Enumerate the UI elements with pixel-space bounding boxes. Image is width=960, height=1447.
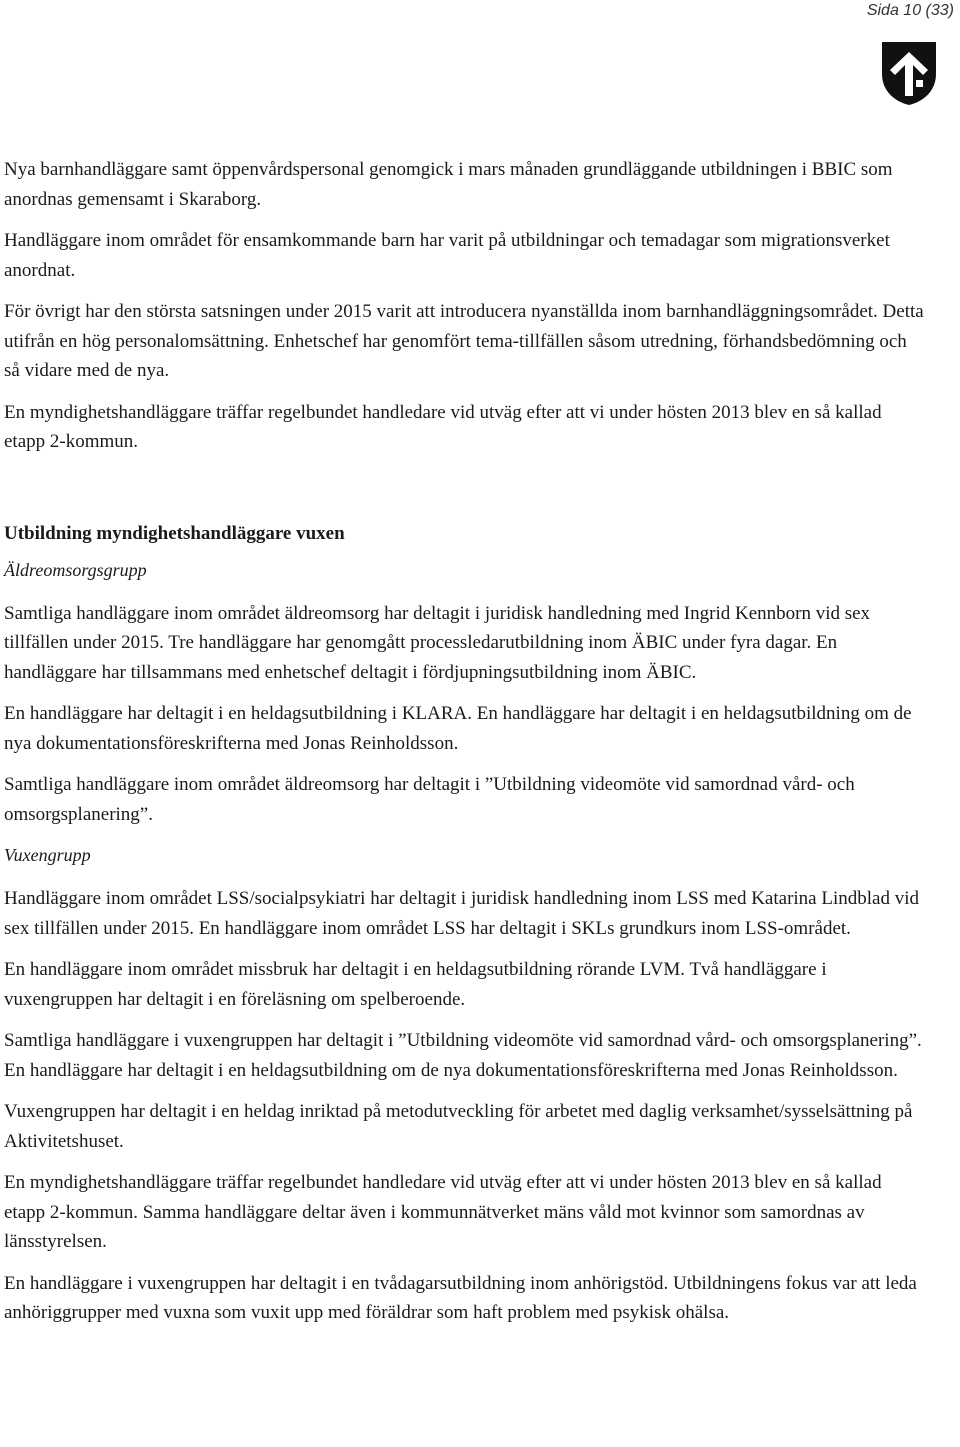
subsection-heading-adult: Vuxengrupp: [4, 845, 91, 865]
adult-paragraph: Samtliga handläggare i vuxengruppen har deltagit i ”Utbildning videomöte vid samordnad vård- och omsorgsplanering”. En handläggare har deltagit i en heldagsutbildning om de nya dokumentationsföreskrifterna med Jonas Reinholdsson.: [4, 1030, 922, 1081]
subsection-heading-elder: Äldreomsorgsgrupp: [4, 559, 147, 580]
intro-paragraph: För övrigt har den största satsningen under 2015 varit att introducera nyanställda inom barnhandläggningsområdet. Detta utifrån en hög personalomsättning. Enhetschef har genomfört tema-tillfällen såsom utredning, förhandsbedömning och så vidare med de nya.: [4, 301, 924, 381]
intro-paragraph: En myndighetshandläggare träffar regelbundet handledare vid utväg efter att vi under hösten 2013 blev en så kallad etapp 2-kommun.: [4, 401, 882, 452]
adult-paragraph: Vuxengruppen har deltagit i en heldag inriktad på metodutveckling för arbetet med daglig verksamhet/sysselsättning på Aktivitetshuset.: [4, 1101, 913, 1152]
adult-paragraph: En handläggare i vuxengruppen har deltagit i en tvådagarsutbildning inom anhörigstöd. Utbildningens fokus var att leda anhöriggrupper med vuxna som vuxit upp med föräldrar som haft problem med psykisk ohälsa.: [4, 1272, 917, 1323]
document-body: [4, 155, 924, 1340]
page-number: Sida 10 (33): [866, 2, 954, 19]
intro-paragraph: Nya barnhandläggare samt öppenvårdspersonal genomgick i mars månaden grundläggande utbildningen i BBIC som anordnas gemensamt i Skaraborg.: [4, 159, 893, 210]
elder-paragraph: En handläggare har deltagit i en heldagsutbildning i KLARA. En handläggare har deltagit i en heldagsutbildning om de nya dokumentationsföreskrifterna med Jonas Reinholdsson.: [4, 703, 912, 754]
elder-paragraph: Samtliga handläggare inom området äldreomsorg har deltagit i juridisk handledning med Ingrid Kennborn vid sex tillfällen under 2015. Tre handläggare har genomgått processledarutbildning inom ÄBIC under fyra dagar. En handläggare har tillsammans med enhetschef deltagit i fördjupningsutbildning inom ÄBIC.: [4, 602, 871, 683]
adult-paragraph: Handläggare inom området LSS/socialpsykiatri har deltagit i juridisk handledning inom LSS med Katarina Lindblad vid sex tillfällen under 2015. En handläggare inom området LSS har deltagit i SKLs grundkurs inom LSS-området.: [4, 888, 919, 939]
municipal-shield-icon: [880, 40, 938, 106]
elder-paragraph: Samtliga handläggare inom området äldreomsorg har deltagit i ”Utbildning videomöte vid samordnad vård- och omsorgsplanering”.: [4, 774, 855, 825]
section-title: Utbildning myndighetshandläggare vuxen: [4, 522, 345, 544]
adult-paragraph: En handläggare inom området missbruk har deltagit i en heldagsutbildning rörande LVM. Två handläggare i vuxengruppen har deltagit i en föreläsning om spelberoende.: [4, 959, 827, 1010]
section-spacer: [4, 469, 924, 519]
adult-paragraph: En myndighetshandläggare träffar regelbundet handledare vid utväg efter att vi under hösten 2013 blev en så kallad etapp 2-kommun. Samma handläggare deltar även i kommunnätverket mäns våld mot kvinnor som samordnas av länsstyrelsen.: [4, 1172, 882, 1252]
intro-paragraph: Handläggare inom området för ensamkommande barn har varit på utbildningar och temadagar som migrationsverket anordnat.: [4, 230, 890, 281]
